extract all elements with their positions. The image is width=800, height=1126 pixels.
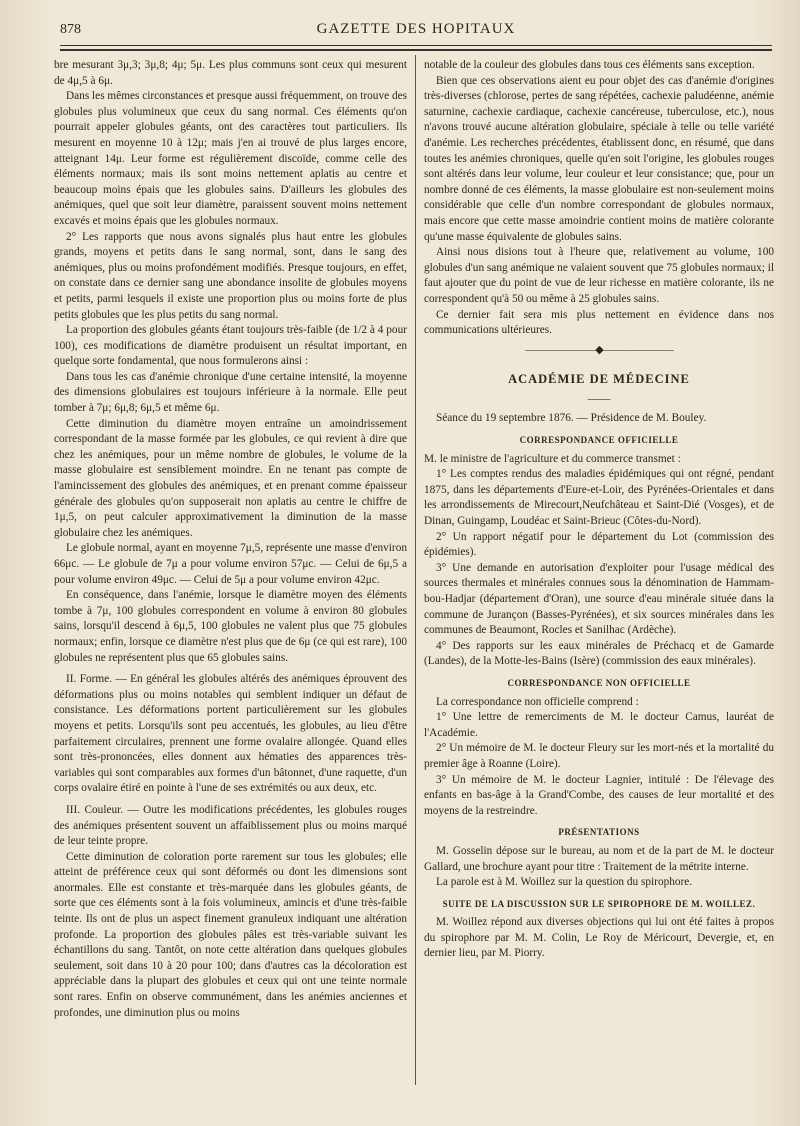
paragraph: La parole est à M. Woillez sur la question du spirophore. [436,876,693,889]
paragraph: M. le ministre de l'agriculture et du commerce transmet : [424,452,681,465]
page-header [60,22,772,44]
presentations [424,844,774,891]
title-dash: —— [587,392,611,405]
nonofficial-correspondence-heading: CORRESPONDANCE NON OFFICIELLE [507,677,691,688]
discussion-heading: SUITE DE LA DISCUSSION SUR LE SPIROPHORE DE M. WOILLEZ. [442,898,756,909]
paragraph: 4° Des rapports sur les eaux minérales de Préchacq et de Gamarde (Landes), de la Motte-les-Bains (Isère) (commission des eaux minérales). [424,639,774,668]
paragraph: 1° Les comptes rendus des maladies épidémiques qui ont régné, pendant 1875, dans les départements d'Eure-et-Loir, des Pyrénées-Orientales et dans les arrondissements de Mirecourt,Neufchâteau et Saint-Dié (Vosges), et de Dinan, Guingamp, Loudéac et Saint-Brieuc (Côtes-du-Nord). [424,468,774,528]
session-line: Séance du 19 septembre 1876. — Présidence de M. Bouley. [436,412,707,425]
paragraph: Dans tous les cas d'anémie chronique d'une certaine intensité, la moyenne des dimensions globulaires est toujours inférieure à la normale. Elle peut tomber à 7μ; 6μ,8; 6μ,5 et même 6μ. [54,370,407,415]
paragraph: Ce dernier fait sera mis plus nettement en évidence dans nos communications ultérieures. [424,308,774,337]
discussion [424,915,774,962]
paragraph: Cette diminution de coloration porte rarement sur tous les globules; elle atteint de préférence ceux qui sont déformés ou dont les dimensions sont anormales. Elle est constante et très-marquée dans les globules géants, de sorte que ces éléments sont à la fois volumineux, amincis et d'une très-faible teinte. Ils ont de plus un aspect finement granuleux indiquant une altération profonde. La proportion des globules pâles est très-variable suivant les échantillons du sang. Tantôt, on note cette altération dans quelques globules seulement, soit dans 10 à 20 pour 100; dans d'autres cas la décoloration est appréciable dans la plupart des globules et ceux qui ont une teinte normale sont rares. Enfin on observe communément, dans les anémies anciennes et profondes, une diminution plus ou moins [54,850,407,1019]
paragraph: En conséquence, dans l'anémie, lorsque le diamètre moyen des éléments tombe à 7μ, 100 globules correspondent en volume à environ 80 globules sains, lorsqu'il descend à 6μ,5, 100 globules ne valent plus que 75 globules normaux; enfin, lorsque ce diamètre n'est plus que de 6μ (ce qui est rare), 100 globules ne représentent plus que 65 globules sains. [54,589,407,664]
nonofficial-correspondence [424,695,774,820]
section-ornament: ———————◆——————— [525,343,673,356]
paragraph: M. Woillez répond aux diverses objections qui lui ont été faites à propos du spirophore par M. M. Colin, Le Roy de Méricourt, Devergie, et, en dernier lieu, par M. Piorry. [424,916,774,960]
left-column [54,58,407,1088]
paragraph: III. Couleur. — Outre les modifications précédentes, les globules rouges des anémiques présentent souvent un affaiblissement plus ou moins marqué de leur teinte propre. [54,803,407,848]
right-column [424,58,774,1088]
paragraph: Dans les mêmes circonstances et presque aussi fréquemment, on trouve des globules plus volumineux que ceux du sang normal. Ces éléments qu'on pourrait appeler globules géants, ont des caractères tout particuliers. Ils mesurent en moyenne 10 à 12μ; mais j'en ai trouvé de plus larges encore, atteignant 14μ. Leur forme est régulièrement discoïde, comme celle des éléments normaux; mais ils sont moins nettement aplatis au centre et beaucoup moins épais que les globules sains. D'ailleurs les globules des anémiques, quel que soit leur diamètre, paraissent souvent moins nettement excavés et moins épais que les globules normaux. [54,90,407,227]
paragraph: 2° Un rapport négatif pour le département du Lot (commission des épidémies). [424,530,774,559]
page-number: 878 [60,22,81,37]
paragraph: La proportion des globules géants étant toujours très-faible (de 1/2 à 4 pour 100), ces modifications de diamètre produisent un résultat important, en quelque sorte fondamental, que nous formulerons ainsi : [54,324,407,368]
paragraph: 1° Une lettre de remerciments de M. le docteur Camus, lauréat de l'Académie. [424,711,774,739]
presentations-heading: PRÉSENTATIONS [558,827,640,838]
column-divider [415,55,416,1085]
official-correspondence-heading: CORRESPONDANCE OFFICIELLE [519,435,679,446]
paragraph: La correspondance non officielle comprend : [436,695,639,708]
paragraph: 2° Un mémoire de M. le docteur Fleury sur les mort-nés et la mortalité du premier âge à Roanne (Loire). [424,742,774,770]
paragraph: notable de la couleur des globules dans tous ces éléments sans exception. [424,59,755,71]
paragraph: Bien que ces observations aient eu pour objet des cas d'anémie d'origines très-diverses (chlorose, pertes de sang répétées, cachexie paludéenne, anémie saturnine, cachexie cardiaque, cachexie cancéreuse, tuberculose, etc.), nous n'avons trouvé aucune altération globulaire, spéciale à telle ou telle variété d'anémie. Les recherches précédentes, établissent donc, en résumé, que dans toutes les anémies chroniques, quelle qu'en soit l'origine, les globules rouges sont altérés dans leur volume, leur couleur et leur consistance; que, pour un nombre donné de ces éléments, la masse globulaire est non-seulement moins considérable que celle d'un nombre correspondant de globules normaux, mais encore que cette masse amoindrie contient moins de matière colorante qu'une masse équivalente de globules sains. [424,74,774,243]
paragraph: Ainsi nous disions tout à l'heure que, relativement au volume, 100 globules d'un sang anémique ne valaient souvent que 75 globules normaux; il faut ajouter que du point de vue de leur richesse en matière colorante, ils ne correspondent qu'à 50 ou même à 25 globules sains. [424,246,774,305]
paragraph: 3° Une demande en autorisation d'exploiter pour l'usage médical des sources thermales et minérales connues sous la dénomination de Hammam-bou-Hadjar (département d'Oran), une source d'eau minérale située dans la commune de Jurançon (Basses-Pyrénées), et six sources minérales dans les communes de Beaumont, Rocles et Sanilhac (Ardèche). [424,561,774,637]
article-continuation [424,58,774,339]
paragraph: 3° Un mémoire de M. le docteur Lagnier, intitulé : De l'élevage des enfants en bas-âge à la Grand'Combe, des causes de leur mortalité et des moyens de la restreindre. [424,773,774,817]
paragraph: Cette diminution du diamètre moyen entraîne un amoindrissement correspondant de la masse formée par les globules, ce qui revient à dire que chez les anémiques, pour un même nombre de globules, le volume de la masse globulaire est sensiblement moindre. En ne tenant pas compte de l'amincissement des globules des anémiques, et en prenant comme épaisseur générale des globules qu'on supposerait non aplatis au centre le chiffre de 1μ,5, on peut calculer approximativement la diminution de la masse globulaire chez les anémiques. [54,417,407,539]
paragraph: II. Forme. — En général les globules altérés des anémiques éprouvent des déformations plus ou moins notables qui semblent indiquer un défaut de consistance. Les déformations portent particulièrement sur les globules moyens et petits. Lorsqu'ils sont peu accentués, les globules, au lieu d'être parfaitement circulaires, prennent une forme ovalaire allongée. Quand elles sont très-prononcées, elles donnent aux hématies des apparences très-variables qui sont comparables aux formes d'un bâtonnet, d'une raquette, d'un corps ovalaire étiré en pointe à l'une de ses extrémités ou aux deux, etc. [54,673,407,795]
official-correspondence [424,452,774,670]
journal-title: GAZETTE DES HOPITAUX [316,21,516,37]
academy-section-title: ACADÉMIE DE MÉDECINE [508,372,690,387]
header-rule-thick [60,49,772,51]
header-rule-thin [60,45,772,46]
paragraph: 2° Les rapports que nous avons signalés plus haut entre les globules grands, moyens et petits dans le sang normal, sont, dans le sang des anémiques, plus ou moins profondément modifiés. Presque toujours, en effet, on constate dans ce dernier sang une abondance insolite de globules moyens et petits, parmi lesquels il existe une proportion plus ou moins forte de plus petits globules que les plus petits du sang normal. [54,230,407,321]
paragraph: bre mesurant 3μ,3; 3μ,8; 4μ; 5μ. Les plus communs sont ceux qui mesurent de 4μ,5 à 6μ. [54,59,407,87]
paragraph: M. Gosselin dépose sur le bureau, au nom et de la part de M. le docteur Gallard, une brochure ayant pour titre : Traitement de la métrite interne. [424,844,774,873]
paragraph: Le globule normal, ayant en moyenne 7μ,5, représente une masse d'environ 66μc. — Le globule de 7μ a pour volume environ 57μc. — Celui de 6μ,5 a pour volume environ 49μc. — Celui de 5μ a pour volume environ 42μc. [54,542,407,586]
